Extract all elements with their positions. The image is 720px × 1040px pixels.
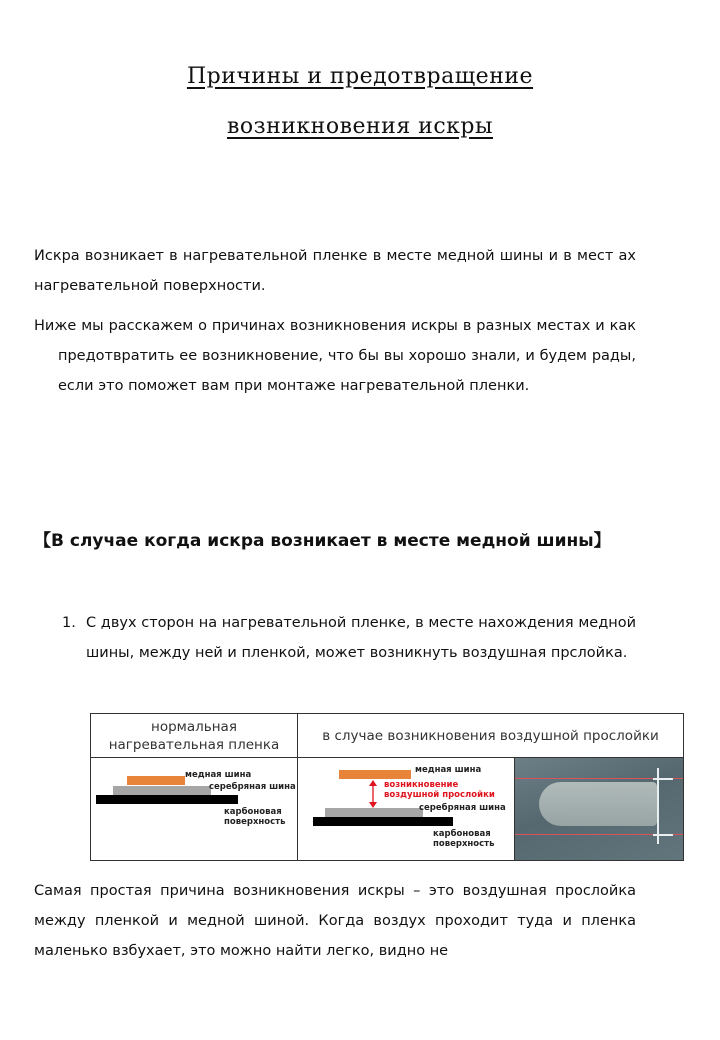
- header-normal-film: [91, 714, 298, 758]
- label-copper-bus: медная шина: [185, 770, 252, 780]
- copper-bus-bar: [339, 770, 411, 779]
- air-gap-diagram-cell: [298, 758, 515, 861]
- list-item-number: 1.: [62, 615, 76, 631]
- conclusion-paragraph: Самая простая причина возникновения искры – это воздушная прослойка между пленкой и медной шиной. Когда воздух проходит туда и пленка маленько взбухает, это можно найти легко, видно не: [34, 883, 636, 959]
- document-title-line2: возникновения искры: [226, 114, 494, 139]
- white-guide-line: [653, 834, 673, 836]
- white-edge-line: [657, 768, 659, 844]
- normal-diagram-cell: [91, 758, 298, 861]
- normal-layer-diagram: [91, 758, 297, 860]
- label-copper-bus: медная шина: [415, 765, 482, 775]
- carbon-surface-bar: [313, 817, 453, 826]
- intro-paragraph-1: Искра возникает в нагревательной пленке в месте медной шины и в мест ах нагревательной поверхности.: [34, 248, 636, 294]
- air-bubble-area: [539, 782, 657, 826]
- white-guide-line: [653, 778, 673, 780]
- label-carbon-line1: карбоновая: [433, 829, 491, 839]
- list-item: [62, 608, 636, 668]
- header-normal-line2: нагревательная пленка: [108, 736, 280, 753]
- label-air-gap-line1: возникновение: [384, 780, 459, 790]
- air-gap-layer-diagram: [298, 758, 514, 860]
- intro-paragraph-2: Ниже мы расскажем о причинах возникновения искры в разных местах и как предотвратить ее возникновение, что бы вы хорошо знали, и будем рады, если это поможет вам при монтаже нагревательной пленки.: [34, 318, 636, 394]
- label-carbon-line2: поверхность: [433, 839, 495, 849]
- label-silver-bus: серебряная шина: [419, 803, 506, 813]
- copper-bus-bar: [127, 776, 185, 785]
- document-title-line1: Причины и предотвращение: [186, 64, 534, 89]
- silver-bus-bar: [325, 808, 423, 817]
- header-air-gap: в случае возникновения воздушной прослойки: [298, 714, 684, 758]
- comparison-table: [90, 713, 684, 861]
- list-item-text: С двух сторон на нагревательной пленке, в месте нахождения медной шины, между ней и пленкой, может возникнуть воздушная прслойка.: [86, 615, 636, 661]
- air-gap-arrow-icon: [368, 780, 378, 808]
- label-silver-bus: серебряная шина: [209, 782, 296, 792]
- label-carbon-line2: поверхность: [224, 817, 286, 827]
- label-air-gap-line2: воздушной прослойки: [384, 790, 495, 800]
- section-heading: 【В случае когда искра возникает в месте медной шины】: [34, 531, 611, 551]
- silver-bus-bar: [113, 786, 211, 795]
- header-normal-line1: нормальная: [151, 718, 237, 735]
- carbon-surface-bar: [96, 795, 238, 804]
- heating-film-photo: [515, 758, 683, 860]
- label-carbon-line1: карбоновая: [224, 807, 282, 817]
- photo-cell: [515, 758, 684, 861]
